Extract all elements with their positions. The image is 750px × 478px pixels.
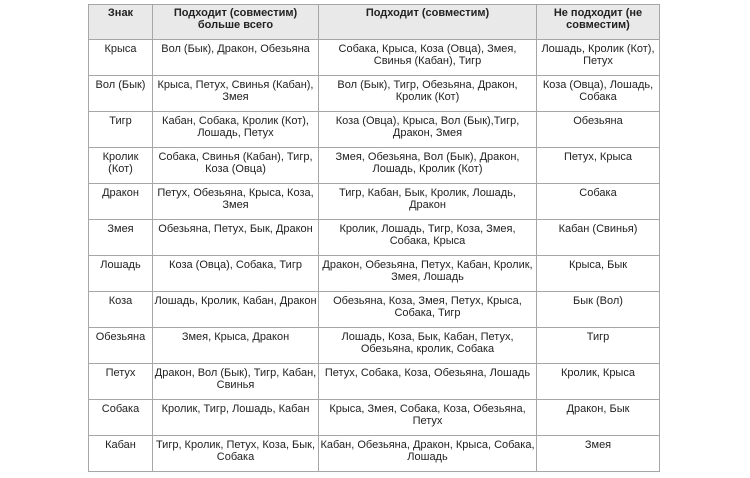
table-row: [89, 292, 660, 328]
cell-compatible: Дракон, Обезьяна, Петух, Кабан, Кролик, Змея, Лошадь: [319, 256, 537, 292]
header-sign: Знак: [89, 5, 153, 40]
cell-sign: Петух: [89, 364, 153, 400]
table-row: [89, 364, 660, 400]
table-row: [89, 184, 660, 220]
cell-incompatible: Бык (Вол): [537, 292, 660, 328]
table-row: [89, 112, 660, 148]
cell-sign: Лошадь: [89, 256, 153, 292]
header-incompatible: Не подходит (не совместим): [537, 5, 660, 40]
table-row: [89, 400, 660, 436]
cell-most-compatible: Петух, Обезьяна, Крыса, Коза, Змея: [153, 184, 319, 220]
compatibility-table-container: [88, 4, 660, 472]
cell-incompatible: Кролик, Крыса: [537, 364, 660, 400]
cell-incompatible: Обезьяна: [537, 112, 660, 148]
table-body: [89, 40, 660, 472]
cell-compatible: Кролик, Лошадь, Тигр, Коза, Змея, Собака, Крыса: [319, 220, 537, 256]
cell-sign: Обезьяна: [89, 328, 153, 364]
cell-most-compatible: Змея, Крыса, Дракон: [153, 328, 319, 364]
cell-most-compatible: Кабан, Собака, Кролик (Кот), Лошадь, Петух: [153, 112, 319, 148]
cell-compatible: Собака, Крыса, Коза (Овца), Змея, Свинья (Кабан), Тигр: [319, 40, 537, 76]
cell-sign: Вол (Бык): [89, 76, 153, 112]
cell-sign: Тигр: [89, 112, 153, 148]
header-most-compatible: Подходит (совместим) больше всего: [153, 5, 319, 40]
table-row: [89, 436, 660, 472]
cell-most-compatible: Собака, Свинья (Кабан), Тигр, Коза (Овца): [153, 148, 319, 184]
cell-most-compatible: Тигр, Кролик, Петух, Коза, Бык, Собака: [153, 436, 319, 472]
cell-compatible: Лошадь, Коза, Бык, Кабан, Петух, Обезьяна, кролик, Собака: [319, 328, 537, 364]
cell-incompatible: Кабан (Свинья): [537, 220, 660, 256]
cell-incompatible: Крыса, Бык: [537, 256, 660, 292]
cell-incompatible: Лошадь, Кролик (Кот), Петух: [537, 40, 660, 76]
cell-most-compatible: Вол (Бык), Дракон, Обезьяна: [153, 40, 319, 76]
cell-incompatible: Змея: [537, 436, 660, 472]
cell-compatible: Вол (Бык), Тигр, Обезьяна, Дракон, Кролик (Кот): [319, 76, 537, 112]
cell-compatible: Крыса, Змея, Собака, Коза, Обезьяна, Петух: [319, 400, 537, 436]
cell-sign: Дракон: [89, 184, 153, 220]
cell-sign: Крыса: [89, 40, 153, 76]
header-compatible: Подходит (совместим): [319, 5, 537, 40]
compatibility-table: [88, 4, 660, 472]
table-row: [89, 220, 660, 256]
cell-incompatible: Петух, Крыса: [537, 148, 660, 184]
cell-sign: Кролик (Кот): [89, 148, 153, 184]
table-row: [89, 40, 660, 76]
cell-compatible: Тигр, Кабан, Бык, Кролик, Лошадь, Дракон: [319, 184, 537, 220]
cell-most-compatible: Обезьяна, Петух, Бык, Дракон: [153, 220, 319, 256]
table-row: [89, 328, 660, 364]
cell-incompatible: Тигр: [537, 328, 660, 364]
cell-most-compatible: Лошадь, Кролик, Кабан, Дракон: [153, 292, 319, 328]
table-row: [89, 148, 660, 184]
cell-sign: Коза: [89, 292, 153, 328]
cell-incompatible: Коза (Овца), Лошадь, Собака: [537, 76, 660, 112]
cell-most-compatible: Коза (Овца), Собака, Тигр: [153, 256, 319, 292]
cell-sign: Змея: [89, 220, 153, 256]
cell-incompatible: Дракон, Бык: [537, 400, 660, 436]
cell-compatible: Петух, Собака, Коза, Обезьяна, Лошадь: [319, 364, 537, 400]
cell-compatible: Кабан, Обезьяна, Дракон, Крыса, Собака, Лошадь: [319, 436, 537, 472]
table-row: [89, 256, 660, 292]
cell-incompatible: Собака: [537, 184, 660, 220]
cell-compatible: Змея, Обезьяна, Вол (Бык), Дракон, Лошадь, Кролик (Кот): [319, 148, 537, 184]
cell-sign: Кабан: [89, 436, 153, 472]
cell-most-compatible: Кролик, Тигр, Лошадь, Кабан: [153, 400, 319, 436]
cell-compatible: Коза (Овца), Крыса, Вол (Бык),Тигр, Дракон, Змея: [319, 112, 537, 148]
cell-sign: Собака: [89, 400, 153, 436]
cell-compatible: Обезьяна, Коза, Змея, Петух, Крыса, Собака, Тигр: [319, 292, 537, 328]
table-row: [89, 76, 660, 112]
cell-most-compatible: Дракон, Вол (Бык), Тигр, Кабан, Свинья: [153, 364, 319, 400]
table-header: [89, 5, 660, 40]
cell-most-compatible: Крыса, Петух, Свинья (Кабан), Змея: [153, 76, 319, 112]
header-row: [89, 5, 660, 40]
